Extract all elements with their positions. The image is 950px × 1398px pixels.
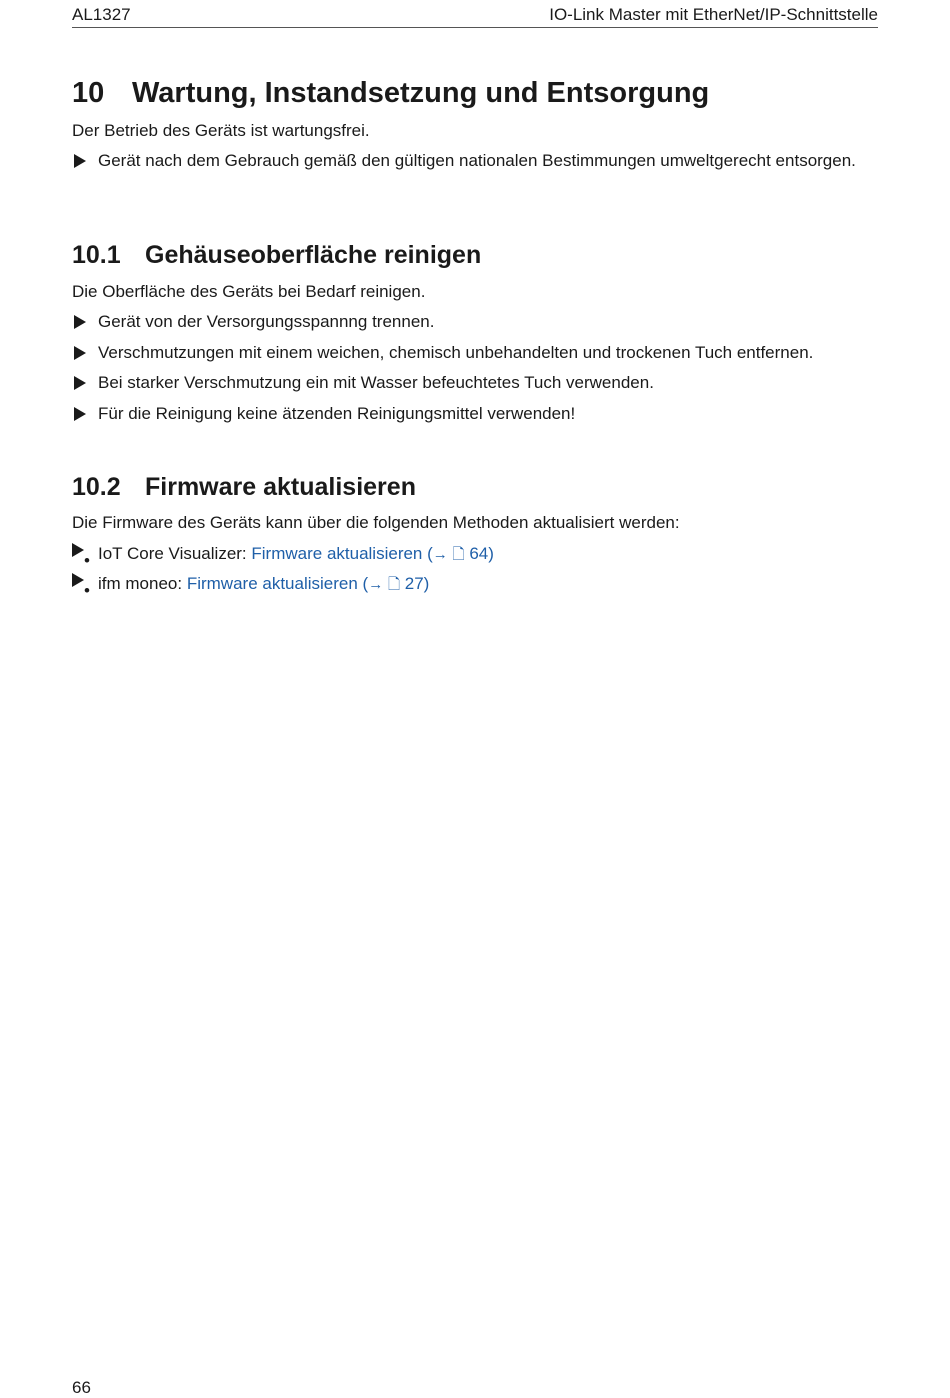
triangle-right-icon [74, 315, 86, 329]
section-10-1-step [72, 342, 878, 363]
firmware-update-link[interactable]: Firmware aktualisieren (→ 🗋 64) [251, 544, 494, 563]
page-icon: 🗋 [452, 546, 465, 563]
link-text: Firmware aktualisieren [251, 544, 423, 563]
step-text: Gerät von der Versorgungsspannng trennen. [98, 312, 435, 331]
bullet-prefix: ifm moneo: [98, 574, 187, 593]
page-header [72, 4, 878, 28]
arrow-right-icon: → [432, 546, 448, 563]
step-text: Für die Reinigung keine ätzenden Reinigungsmittel verwenden! [98, 404, 576, 423]
page-reference: 27 [404, 574, 424, 593]
bullet-prefix: IoT Core Visualizer: [98, 544, 252, 563]
section-10-step [72, 150, 878, 171]
section-10-1-step [72, 403, 878, 424]
step-text: Bei starker Verschmutzung ein mit Wasser befeuchtetes Tuch verwenden. [98, 373, 654, 392]
page-reference: 64 [469, 544, 489, 563]
firmware-update-link[interactable]: Firmware aktualisieren (→ 🗋 27) [186, 574, 430, 593]
section-10-number: 10 [72, 77, 105, 109]
section-10-1-step [72, 311, 878, 332]
page-number: 66 [72, 1378, 91, 1397]
link-text: Firmware aktualisieren [186, 574, 358, 593]
header-title: IO-Link Master mit EtherNet/IP-Schnittstelle [549, 5, 878, 24]
list-item [72, 543, 878, 570]
section-10-2-title: Firmware aktualisieren [145, 473, 416, 501]
triangle-right-icon [74, 407, 86, 421]
list-item [72, 573, 878, 600]
bullet-icon: • [72, 573, 84, 587]
section-10-title: Wartung, Instandsetzung und Entsorgung [132, 77, 710, 109]
triangle-right-icon [74, 154, 86, 168]
section-10-1-step [72, 372, 878, 393]
section-10-2-number: 10.2 [72, 473, 121, 501]
triangle-right-icon [74, 346, 86, 360]
section-10-1-number: 10.1 [72, 241, 121, 269]
step-text: Gerät nach dem Gebrauch gemäß den gültigen nationalen Bestimmungen umweltgerecht entsorgen. [98, 151, 856, 170]
step-text: Verschmutzungen mit einem weichen, chemisch unbehandelten und trockenen Tuch entfernen. [98, 343, 814, 362]
section-10-1-heading [72, 240, 481, 270]
section-10-heading [72, 76, 709, 110]
section-10-2-intro: Die Firmware des Geräts kann über die folgenden Methoden aktualisiert werden: [72, 513, 680, 532]
bullet-icon: • [72, 543, 84, 557]
triangle-right-icon [74, 376, 86, 390]
section-10-1-intro: Die Oberfläche des Geräts bei Bedarf reinigen. [72, 282, 426, 301]
page-icon: 🗋 [387, 576, 400, 593]
section-10-intro: Der Betrieb des Geräts ist wartungsfrei. [72, 121, 370, 140]
header-product: AL1327 [72, 5, 131, 24]
section-10-1-title: Gehäuseoberfläche reinigen [145, 241, 482, 269]
section-10-2-heading [72, 472, 416, 502]
arrow-right-icon: → [368, 576, 384, 593]
